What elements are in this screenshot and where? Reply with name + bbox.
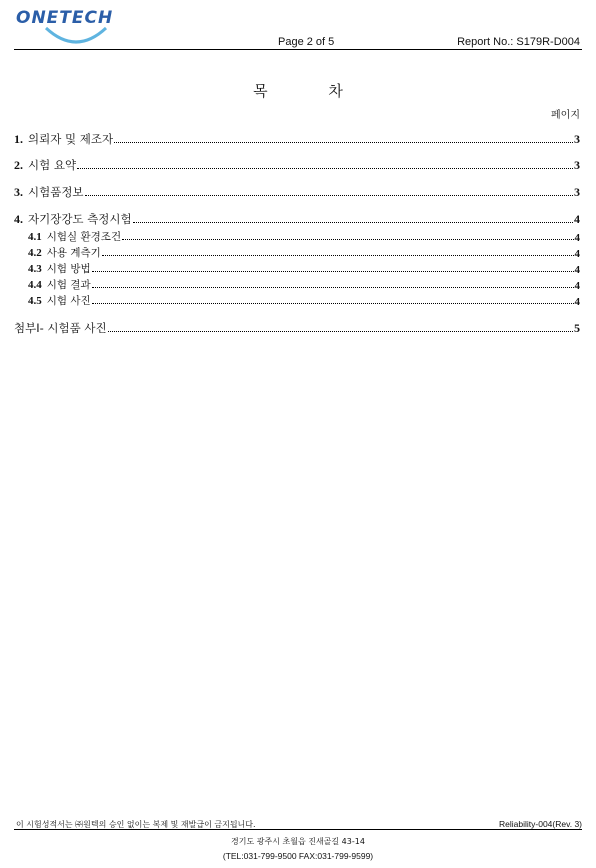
- toc-title: 목 차: [253, 82, 343, 100]
- toc-entry-attachment[interactable]: [14, 320, 580, 336]
- leader-dots: [77, 168, 573, 169]
- toc-entry-number: 4.5: [28, 295, 42, 307]
- toc-entry-label: 시험품정보: [28, 185, 84, 199]
- leader-dots: [133, 222, 573, 223]
- toc-subentry[interactable]: [14, 293, 580, 308]
- toc-entry-label: 시험 요약: [28, 158, 77, 172]
- toc-entry-page: 3: [574, 185, 580, 199]
- report-number: Report No.: S179R-D004: [457, 36, 580, 48]
- toc-entry-page: 4: [574, 280, 580, 292]
- toc-entry-label: 의뢰자 및 제조자: [28, 132, 114, 146]
- toc-entry-number: 4.4: [28, 279, 42, 291]
- toc-entry[interactable]: [14, 211, 580, 227]
- logo-text: ONETECH: [16, 8, 114, 28]
- toc-entry-number: 4.3: [28, 263, 42, 275]
- toc-entry-page: 4: [574, 248, 580, 260]
- toc-entry-page: 4: [574, 296, 580, 308]
- toc-entry[interactable]: [14, 184, 580, 200]
- toc-entry-label: 시험 방법: [46, 263, 91, 275]
- toc-subentry[interactable]: [14, 261, 580, 276]
- toc-entry[interactable]: [14, 157, 580, 173]
- toc-entry-label: 자기장강도 측정시험: [28, 212, 132, 226]
- toc-entry-page: 3: [574, 132, 580, 146]
- form-number: Reliability-004(Rev. 3): [499, 819, 582, 829]
- header-rule: [14, 49, 582, 50]
- toc-entry-label: 시험 결과: [46, 279, 91, 291]
- leader-dots: [122, 239, 573, 240]
- toc-entry-label: 사용 계측기: [46, 247, 101, 259]
- logo-arc-icon: [44, 26, 108, 48]
- leader-dots: [92, 303, 574, 304]
- toc-entry-number: 4.2: [28, 247, 42, 259]
- toc-page-label: 페이지: [551, 110, 580, 121]
- toc-entry-page: 4: [574, 232, 580, 244]
- page-number: Page 2 of 5: [278, 36, 335, 48]
- toc-entry-label: 시험 사진: [46, 295, 91, 307]
- toc-entry-number: 1.: [14, 132, 23, 146]
- leader-dots: [92, 287, 574, 288]
- toc-entry-number: 4.: [14, 212, 23, 226]
- toc-entry-number: 3.: [14, 185, 23, 199]
- toc-entry-page: 5: [574, 321, 580, 335]
- toc-entry-page: 3: [574, 158, 580, 172]
- toc-entry-label: 첨부Ⅰ- 시험품 사진: [14, 321, 107, 335]
- leader-dots: [85, 195, 573, 196]
- toc-entry-page: 4: [574, 264, 580, 276]
- page-header: [0, 0, 596, 52]
- leader-dots: [92, 271, 574, 272]
- leader-dots: [108, 331, 573, 332]
- toc-entry[interactable]: [14, 131, 580, 147]
- toc-entry-number: 4.1: [28, 231, 42, 243]
- leader-dots: [102, 255, 574, 256]
- company-contact: (TEL:031-799-9500 FAX:031-799-9599): [222, 851, 374, 861]
- leader-dots: [114, 142, 573, 143]
- copyright-notice: 이 시험성적서는 ㈜원텍의 승인 없이는 복제 및 재발급이 금지됩니다.: [16, 820, 256, 829]
- company-logo: [16, 8, 136, 42]
- toc-subentry[interactable]: [14, 277, 580, 292]
- toc-subentry[interactable]: [14, 245, 580, 260]
- company-address: 경기도 광주시 초월읍 진새골길 43-14: [231, 837, 365, 846]
- toc-subentry[interactable]: [14, 229, 580, 244]
- toc-entry-label: 시험실 환경조건: [46, 231, 122, 243]
- toc-entry-number: 2.: [14, 158, 23, 172]
- toc-entry-page: 4: [574, 212, 580, 226]
